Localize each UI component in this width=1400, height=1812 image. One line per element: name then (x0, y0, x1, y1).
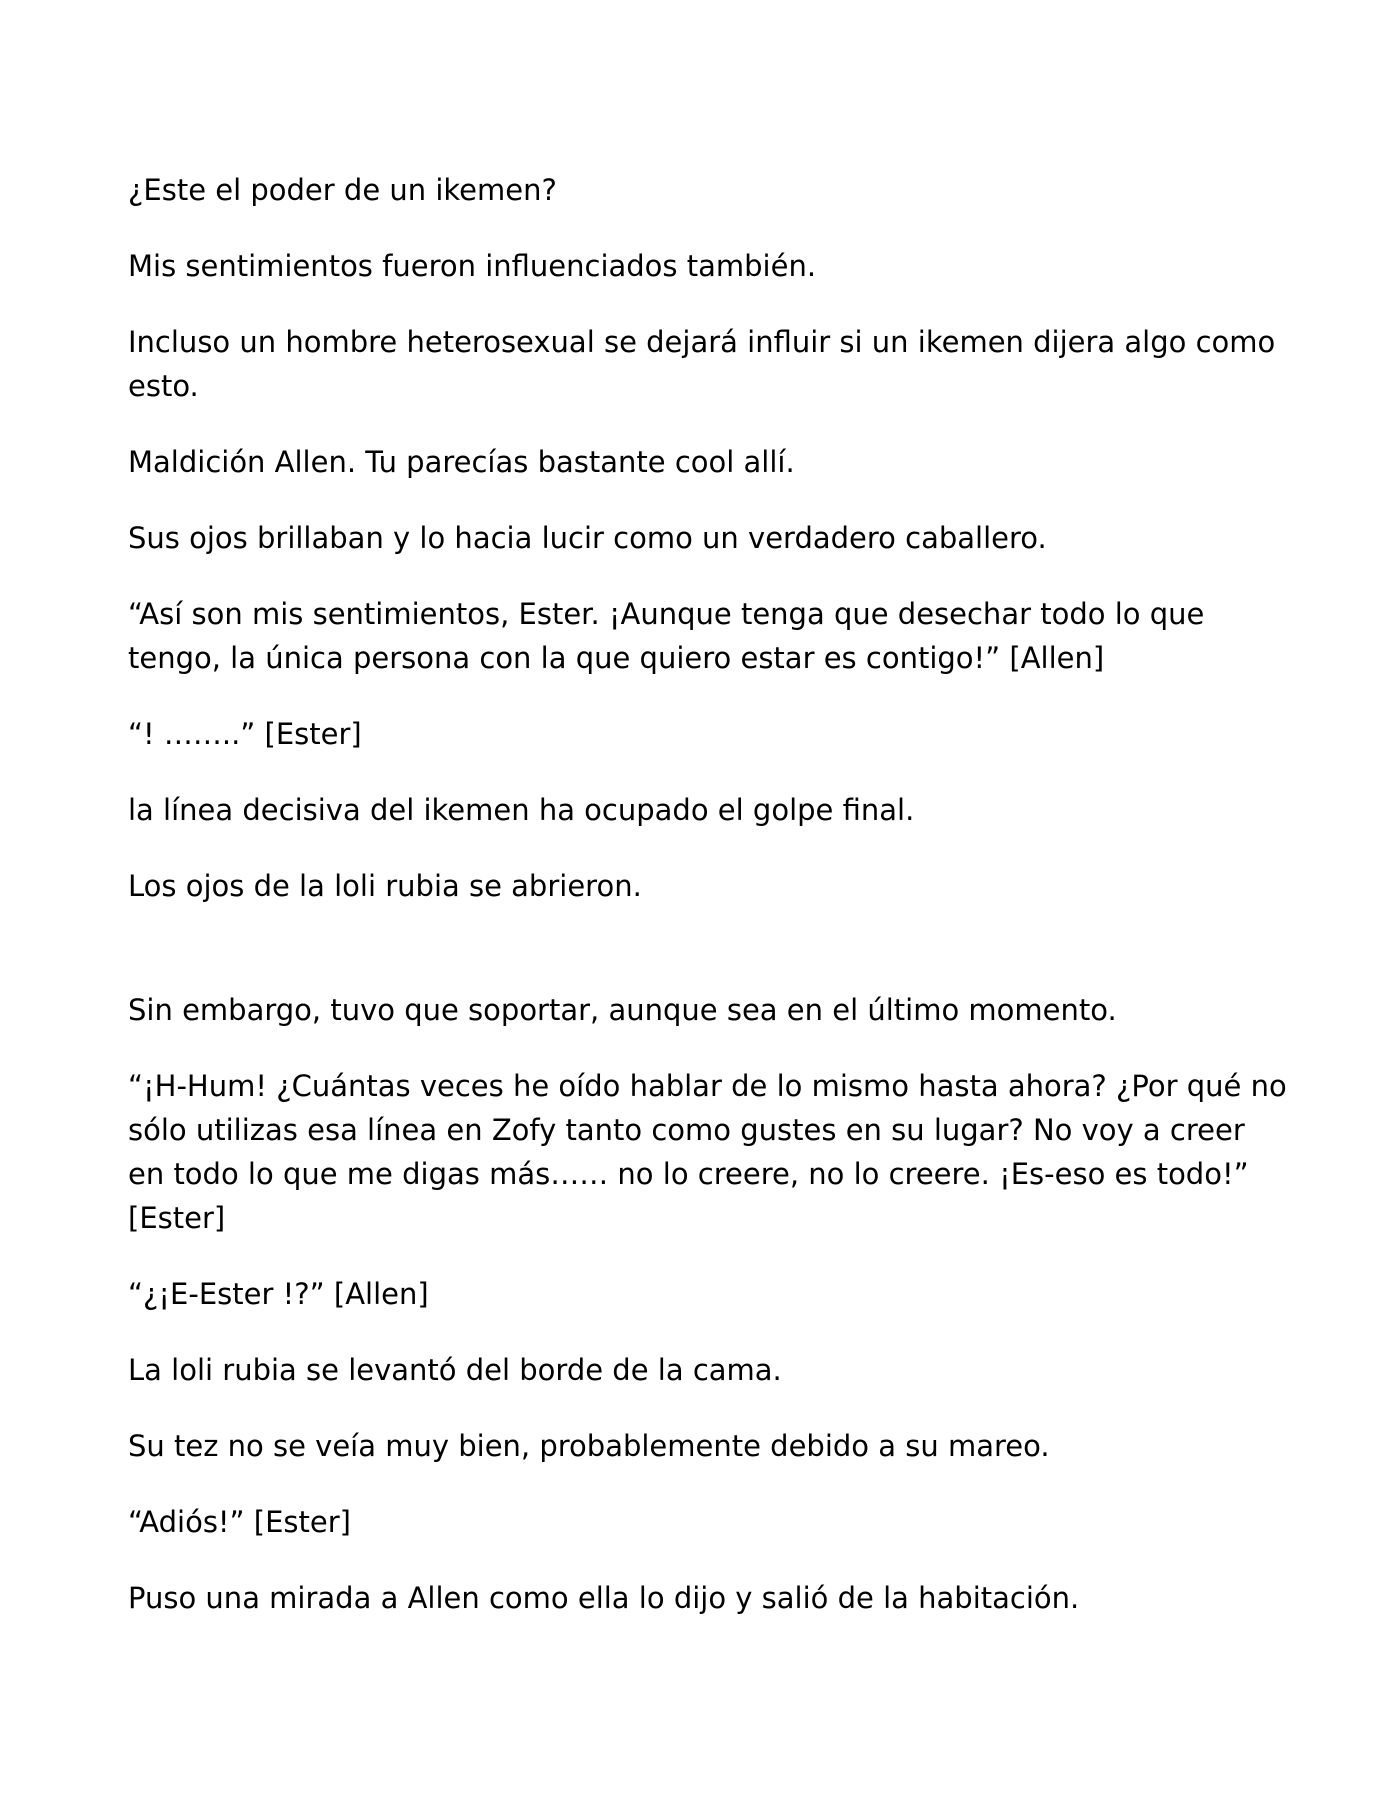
paragraph: Incluso un hombre heterosexual se dejará influir si un ikemen dijera algo como esto. (128, 325, 1276, 403)
paragraph: Su tez no se veía muy bien, probablemente debido a su mareo. (128, 1429, 1050, 1463)
paragraph: La loli rubia se levantó del borde de la cama. (128, 1353, 782, 1387)
paragraph: Maldición Allen. Tu parecías bastante cool allí. (128, 445, 795, 479)
paragraph: ¿Este el poder de un ikemen? (128, 173, 557, 207)
paragraph: Sin embargo, tuvo que soportar, aunque sea en el último momento. (128, 993, 1117, 1027)
paragraph: Mis sentimientos fueron influenciados también. (128, 249, 817, 283)
paragraph: “Así son mis sentimientos, Ester. ¡Aunque tenga que desechar todo lo que tengo, la única persona con la que quiero estar es contigo!” [Allen] (128, 597, 1205, 675)
paragraph: Sus ojos brillaban y lo hacia lucir como un verdadero caballero. (128, 521, 1047, 555)
paragraph: la línea decisiva del ikemen ha ocupado el golpe final. (128, 793, 915, 827)
paragraph: “! ……..” [Ester] (128, 717, 362, 751)
paragraph: Puso una mirada a Allen como ella lo dijo y salió de la habitación. (128, 1581, 1080, 1615)
paragraph: “¡H-Hum! ¿Cuántas veces he oído hablar de lo mismo hasta ahora? ¿Por qué no sólo utilizas esa línea en Zofy tanto como gustes en su lugar? No voy a creer en todo lo que me digas más…… no lo creere, no lo creere. ¡Es-eso es todo!” [Ester] (128, 1069, 1287, 1235)
document-body (128, 168, 1288, 1652)
paragraph: “Adiós!” [Ester] (128, 1505, 351, 1539)
paragraph: Los ojos de la loli rubia se abrieron. (128, 869, 642, 903)
paragraph: “¿¡E-Ester !?” [Allen] (128, 1277, 429, 1311)
